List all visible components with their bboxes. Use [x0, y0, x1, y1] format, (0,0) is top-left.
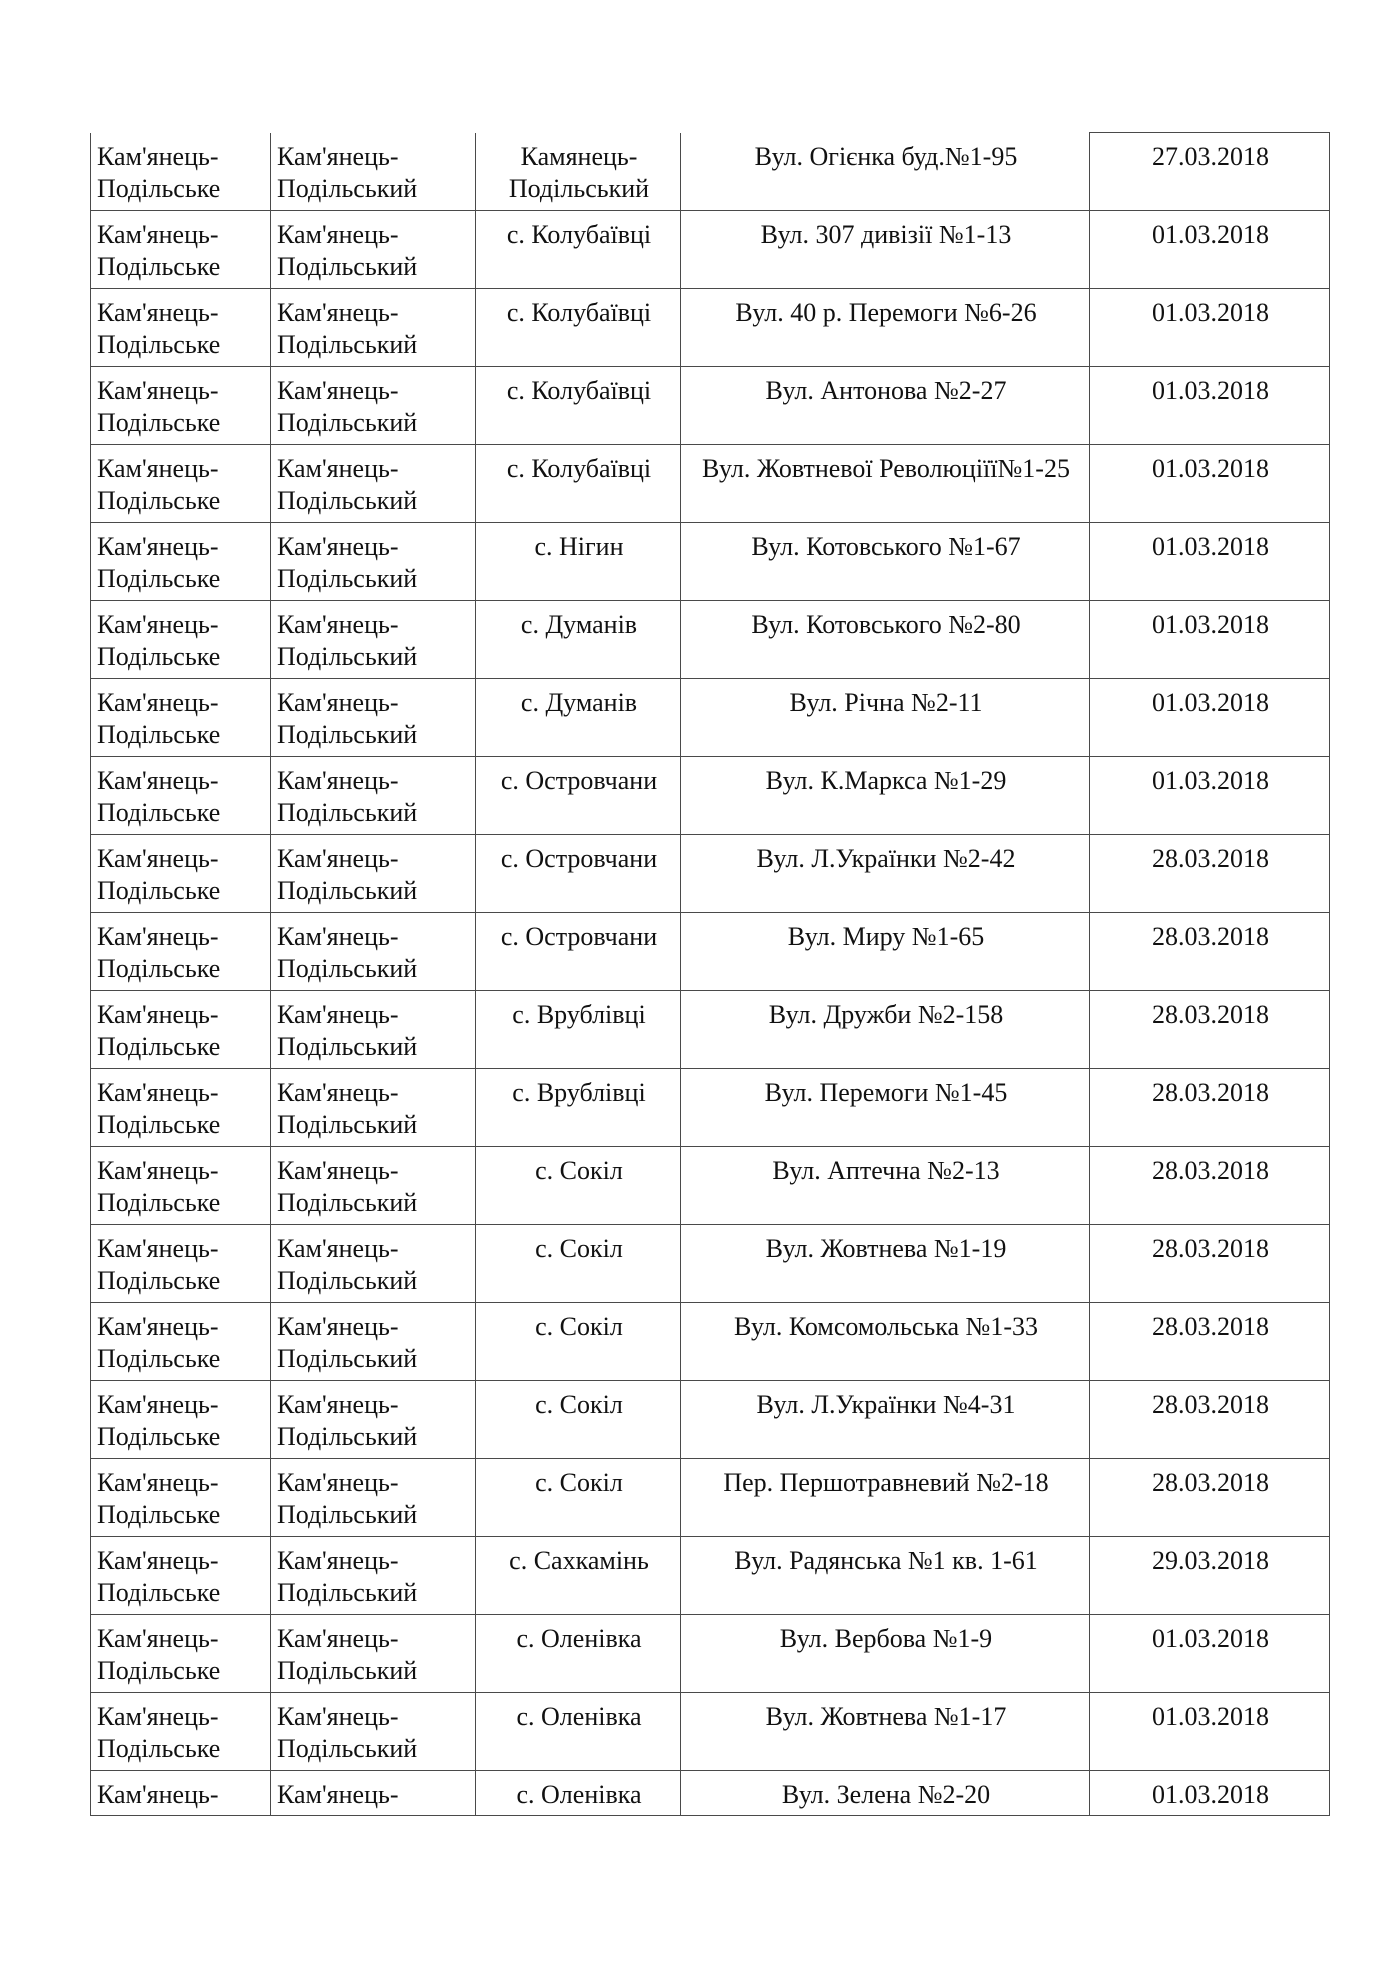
table-row [91, 835, 1330, 913]
locality-cell: с. Нігин [476, 523, 681, 601]
date-cell: 27.03.2018 [1090, 133, 1330, 211]
city-cell: Кам'янець-Подільське [91, 1147, 271, 1225]
date-cell: 01.03.2018 [1090, 445, 1330, 523]
street-cell: Вул. Перемоги №1-45 [681, 1069, 1090, 1147]
date-cell: 01.03.2018 [1090, 757, 1330, 835]
table-row [91, 1069, 1330, 1147]
table-row [91, 913, 1330, 991]
street-cell: Вул. Антонова №2-27 [681, 367, 1090, 445]
date-cell: 01.03.2018 [1090, 367, 1330, 445]
date-cell: 01.03.2018 [1090, 601, 1330, 679]
city-cell: Кам'янець-Подільське [91, 757, 271, 835]
street-cell: Вул. Комсомольська №1-33 [681, 1303, 1090, 1381]
date-cell: 28.03.2018 [1090, 991, 1330, 1069]
city-cell: Кам'янець-Подільське [91, 1303, 271, 1381]
district-cell: Кам'янець-Подільський [271, 835, 476, 913]
district-cell: Кам'янець- [271, 1771, 476, 1816]
table-row [91, 445, 1330, 523]
table-row [91, 1537, 1330, 1615]
table-row [91, 1615, 1330, 1693]
city-cell: Кам'янець-Подільське [91, 1069, 271, 1147]
city-cell: Кам'янець-Подільське [91, 835, 271, 913]
city-cell: Кам'янець-Подільське [91, 913, 271, 991]
street-cell: Вул. 307 дивізії №1-13 [681, 211, 1090, 289]
locality-cell: с. Островчани [476, 835, 681, 913]
date-cell: 28.03.2018 [1090, 1225, 1330, 1303]
table-row [91, 757, 1330, 835]
date-cell: 01.03.2018 [1090, 289, 1330, 367]
table-row [91, 133, 1330, 211]
district-cell: Кам'янець-Подільський [271, 367, 476, 445]
table-row [91, 289, 1330, 367]
date-cell: 28.03.2018 [1090, 913, 1330, 991]
locality-cell: с. Колубаївці [476, 445, 681, 523]
locality-cell: с. Сокіл [476, 1381, 681, 1459]
street-cell: Вул. Миру №1-65 [681, 913, 1090, 991]
city-cell: Кам'янець-Подільське [91, 1615, 271, 1693]
street-cell: Вул. Зелена №2-20 [681, 1771, 1090, 1816]
date-cell: 01.03.2018 [1090, 1615, 1330, 1693]
city-cell: Кам'янець-Подільське [91, 133, 271, 211]
table-row [91, 1693, 1330, 1771]
street-cell: Вул. Котовського №1-67 [681, 523, 1090, 601]
table-row [91, 1771, 1330, 1816]
date-cell: 01.03.2018 [1090, 1693, 1330, 1771]
city-cell: Кам'янець-Подільське [91, 367, 271, 445]
district-cell: Кам'янець-Подільський [271, 679, 476, 757]
locality-cell: с. Думанів [476, 679, 681, 757]
locality-cell: с. Сокіл [476, 1225, 681, 1303]
table-row [91, 1381, 1330, 1459]
street-cell: Вул. 40 р. Перемоги №6-26 [681, 289, 1090, 367]
date-cell: 28.03.2018 [1090, 1381, 1330, 1459]
city-cell: Кам'янець-Подільське [91, 601, 271, 679]
locality-cell: с. Островчани [476, 757, 681, 835]
outage-schedule-table [90, 132, 1330, 1816]
district-cell: Кам'янець-Подільський [271, 601, 476, 679]
street-cell: Вул. Огієнка буд.№1-95 [681, 133, 1090, 211]
table-row [91, 523, 1330, 601]
locality-cell: с. Оленівка [476, 1771, 681, 1816]
locality-cell: с. Сокіл [476, 1147, 681, 1225]
locality-cell: с. Колубаївці [476, 211, 681, 289]
locality-cell: Камянець-Подільський [476, 133, 681, 211]
table-row [91, 679, 1330, 757]
district-cell: Кам'янець-Подільський [271, 1615, 476, 1693]
city-cell: Кам'янець-Подільське [91, 289, 271, 367]
city-cell: Кам'янець-Подільське [91, 523, 271, 601]
locality-cell: с. Сокіл [476, 1459, 681, 1537]
table-body [91, 133, 1330, 1816]
district-cell: Кам'янець-Подільський [271, 211, 476, 289]
district-cell: Кам'янець-Подільський [271, 991, 476, 1069]
date-cell: 28.03.2018 [1090, 1147, 1330, 1225]
district-cell: Кам'янець-Подільський [271, 1147, 476, 1225]
date-cell: 28.03.2018 [1090, 1303, 1330, 1381]
district-cell: Кам'янець-Подільський [271, 757, 476, 835]
district-cell: Кам'янець-Подільський [271, 289, 476, 367]
district-cell: Кам'янець-Подільський [271, 1459, 476, 1537]
table-row [91, 1225, 1330, 1303]
street-cell: Вул. Вербова №1-9 [681, 1615, 1090, 1693]
district-cell: Кам'янець-Подільський [271, 1303, 476, 1381]
table-row [91, 601, 1330, 679]
date-cell: 28.03.2018 [1090, 835, 1330, 913]
district-cell: Кам'янець-Подільський [271, 445, 476, 523]
table-row [91, 1459, 1330, 1537]
date-cell: 01.03.2018 [1090, 523, 1330, 601]
city-cell: Кам'янець-Подільське [91, 1459, 271, 1537]
street-cell: Вул. Л.Українки №4-31 [681, 1381, 1090, 1459]
city-cell: Кам'янець-Подільське [91, 679, 271, 757]
table-row [91, 991, 1330, 1069]
date-cell: 28.03.2018 [1090, 1459, 1330, 1537]
locality-cell: с. Колубаївці [476, 367, 681, 445]
street-cell: Вул. Жовтнева №1-17 [681, 1693, 1090, 1771]
street-cell: Вул. Жовтневої Революціїї№1-25 [681, 445, 1090, 523]
district-cell: Кам'янець-Подільський [271, 1069, 476, 1147]
locality-cell: с. Врублівці [476, 1069, 681, 1147]
date-cell: 29.03.2018 [1090, 1537, 1330, 1615]
district-cell: Кам'янець-Подільський [271, 1381, 476, 1459]
date-cell: 01.03.2018 [1090, 211, 1330, 289]
locality-cell: с. Думанів [476, 601, 681, 679]
street-cell: Вул. Жовтнева №1-19 [681, 1225, 1090, 1303]
district-cell: Кам'янець-Подільський [271, 1693, 476, 1771]
locality-cell: с. Колубаївці [476, 289, 681, 367]
city-cell: Кам'янець-Подільське [91, 445, 271, 523]
city-cell: Кам'янець-Подільське [91, 991, 271, 1069]
street-cell: Вул. Аптечна №2-13 [681, 1147, 1090, 1225]
city-cell: Кам'янець-Подільське [91, 1381, 271, 1459]
locality-cell: с. Врублівці [476, 991, 681, 1069]
district-cell: Кам'янець-Подільський [271, 523, 476, 601]
date-cell: 01.03.2018 [1090, 1771, 1330, 1816]
locality-cell: с. Сокіл [476, 1303, 681, 1381]
city-cell: Кам'янець-Подільське [91, 1225, 271, 1303]
street-cell: Вул. К.Маркса №1-29 [681, 757, 1090, 835]
locality-cell: с. Островчани [476, 913, 681, 991]
locality-cell: с. Оленівка [476, 1693, 681, 1771]
city-cell: Кам'янець-Подільське [91, 211, 271, 289]
date-cell: 28.03.2018 [1090, 1069, 1330, 1147]
street-cell: Вул. Котовського №2-80 [681, 601, 1090, 679]
district-cell: Кам'янець-Подільський [271, 133, 476, 211]
street-cell: Пер. Першотравневий №2-18 [681, 1459, 1090, 1537]
locality-cell: с. Сахкамінь [476, 1537, 681, 1615]
city-cell: Кам'янець- [91, 1771, 271, 1816]
table-row [91, 1303, 1330, 1381]
city-cell: Кам'янець-Подільське [91, 1693, 271, 1771]
district-cell: Кам'янець-Подільський [271, 1225, 476, 1303]
table-row [91, 367, 1330, 445]
district-cell: Кам'янець-Подільський [271, 1537, 476, 1615]
street-cell: Вул. Дружби №2-158 [681, 991, 1090, 1069]
table-row [91, 211, 1330, 289]
date-cell: 01.03.2018 [1090, 679, 1330, 757]
city-cell: Кам'янець-Подільське [91, 1537, 271, 1615]
table-row [91, 1147, 1330, 1225]
street-cell: Вул. Радянська №1 кв. 1-61 [681, 1537, 1090, 1615]
street-cell: Вул. Річна №2-11 [681, 679, 1090, 757]
street-cell: Вул. Л.Українки №2-42 [681, 835, 1090, 913]
district-cell: Кам'янець-Подільський [271, 913, 476, 991]
locality-cell: с. Оленівка [476, 1615, 681, 1693]
